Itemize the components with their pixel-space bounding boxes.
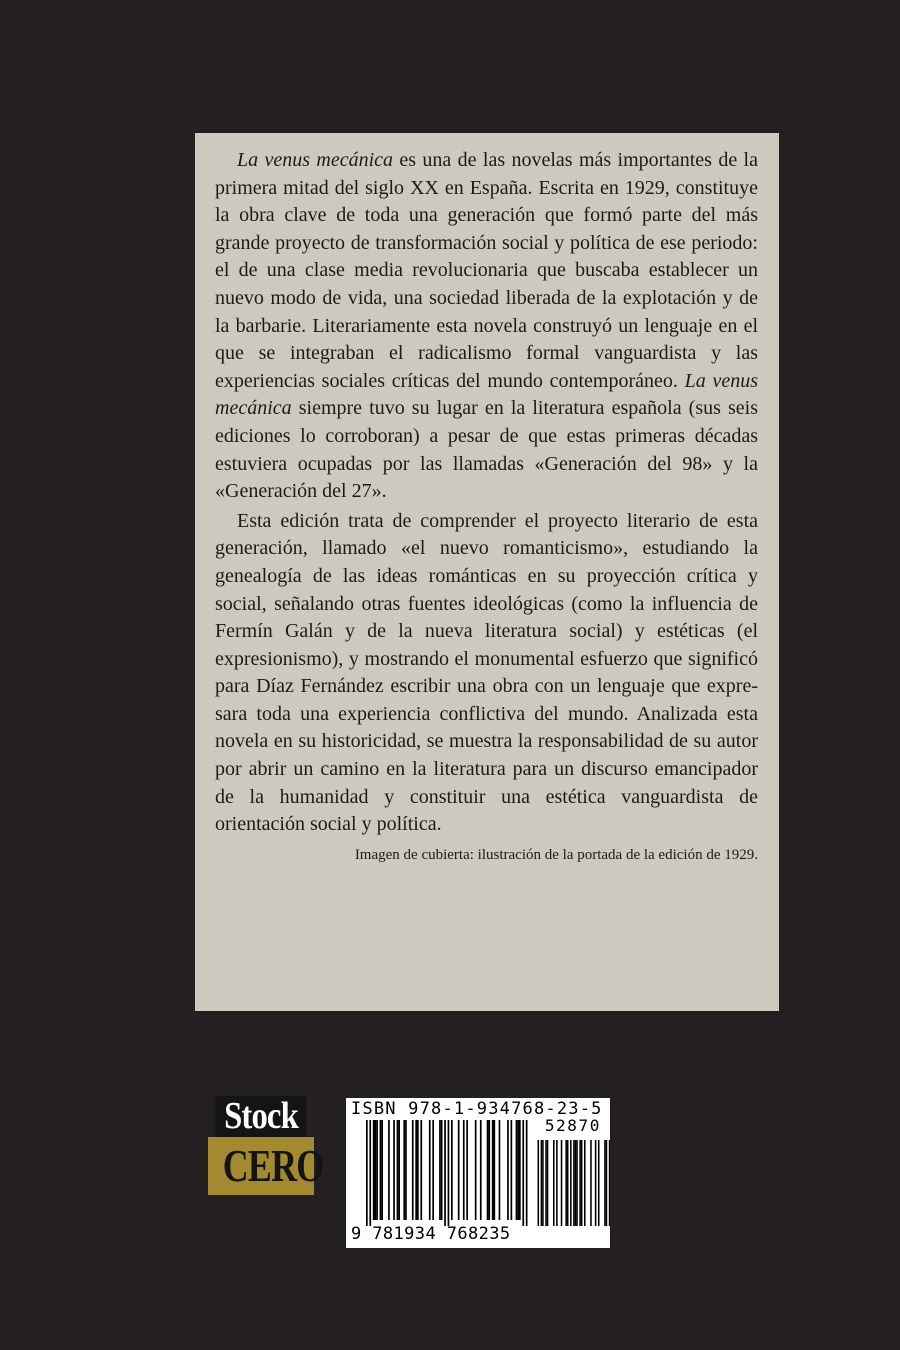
barcode-bar bbox=[388, 1120, 390, 1220]
barcode-supplement-bar bbox=[604, 1140, 606, 1226]
blurb-text: siempre tuvo su lugar en la literatura española (sus seis ediciones lo corroboran) a pesar de que estas primeras décadas estuviera ocupadas por las llamadas «Generación del 98» y la «Generación del 27». bbox=[215, 397, 758, 503]
barcode-bar bbox=[507, 1120, 509, 1220]
barcode-supplement-bar bbox=[561, 1140, 563, 1226]
book-title-italic: La venus mecánica bbox=[215, 369, 758, 420]
barcode-bar bbox=[499, 1120, 501, 1220]
barcode-bar bbox=[492, 1120, 494, 1220]
barcode-bar bbox=[494, 1120, 496, 1220]
barcode-bar bbox=[415, 1120, 417, 1220]
publisher-logo bbox=[208, 1095, 324, 1195]
barcode-supplement-bar bbox=[570, 1140, 572, 1226]
barcode-bar bbox=[439, 1120, 441, 1220]
barcode-supplement-bar bbox=[541, 1140, 543, 1226]
barcode-bar bbox=[420, 1120, 422, 1220]
logo-cero-block bbox=[208, 1137, 324, 1195]
barcode-bar bbox=[393, 1120, 395, 1220]
blurb-paragraph-2: Esta edición trata de comprender el proyecto literario de esta generación, llamado «el nuevo romanticismo», estudiando la genealogía de las ideas románticas en su proyección crítica y social, señalando otras fuentes ideológicas (como la influencia de Fermín Galán y de la nueva literatura social) y estéticas (el expresionismo), y mostrando el monumental esfuerzo que significó para Díaz Fernández escribir una obra con un lenguaje que expresara toda una experiencia conflictiva del mundo. Analizada esta novela en su historicidad, se muestra la responsabilidad de su autor por abrir un camino en la literatura para un discurso emancipador de la humanidad y constituir una estética vanguardista de orientación social y política. bbox=[215, 509, 758, 836]
barcode-bar bbox=[373, 1120, 375, 1220]
logo-stock-text: Stock bbox=[215, 1096, 306, 1137]
barcode-bar bbox=[380, 1120, 382, 1220]
barcode-supplement-bar bbox=[598, 1140, 600, 1226]
barcode-supplement-bar bbox=[595, 1140, 597, 1226]
barcode-bar bbox=[429, 1120, 431, 1220]
barcode-bar bbox=[458, 1120, 460, 1220]
isbn-barcode bbox=[346, 1098, 610, 1248]
barcode-bar bbox=[448, 1120, 450, 1226]
cover-image-credit: Imagen de cubierta: ilustración de la portada de la edición de 1929. bbox=[354, 846, 758, 863]
barcode-bar bbox=[403, 1120, 405, 1220]
barcode-supplement-bar bbox=[553, 1140, 555, 1226]
barcode-bar bbox=[444, 1120, 446, 1226]
barcode-bar bbox=[398, 1120, 400, 1220]
barcode-supplement-bar bbox=[573, 1140, 575, 1226]
barcode-supplement-bar bbox=[606, 1140, 608, 1226]
blurb-paragraph-1 bbox=[215, 147, 758, 506]
barcode-bar bbox=[397, 1120, 399, 1220]
book-title-italic: La venus mecánica bbox=[237, 149, 394, 171]
barcode-bar bbox=[381, 1120, 383, 1220]
barcode-supplement-bar bbox=[579, 1140, 581, 1226]
ean-digits: 9 781934 768235 bbox=[351, 1224, 511, 1244]
barcode-bar bbox=[463, 1120, 465, 1220]
barcode-bar bbox=[369, 1120, 371, 1226]
barcode-bar bbox=[405, 1120, 407, 1220]
barcode-supplement-bar bbox=[576, 1140, 578, 1226]
barcode-bar bbox=[432, 1120, 434, 1220]
barcode-bar bbox=[417, 1120, 419, 1220]
barcode-supplement-bar bbox=[590, 1140, 592, 1226]
barcode-supplement-bar bbox=[567, 1140, 569, 1226]
barcode-bar bbox=[475, 1120, 477, 1220]
barcode-bar bbox=[488, 1120, 490, 1220]
blurb-text: es una de las novelas más importantes de la primera mitad del siglo XX en España. Escrita en 1929, constituye la obra clave de toda una generación que formó parte del más grande proyecto de transformación social y política de ese periodo: el de una clase media revolucionaria que buscaba establecer un nuevo modo de vida, una sociedad liberada de la explotación y de la barbarie. Literariamente esta novela construyó un lenguaje en el que se integraban el radicalismo formal vanguardista y las experiencias sociales críticas del mundo contemporáneo. bbox=[215, 149, 758, 392]
barcode-bar bbox=[441, 1120, 443, 1220]
barcode-supplement-bar bbox=[581, 1140, 583, 1226]
barcode-bar bbox=[519, 1120, 521, 1220]
barcode-bar bbox=[511, 1120, 513, 1220]
barcode-supplement-bar bbox=[556, 1140, 558, 1226]
isbn-number: ISBN 978-1-934768-23-5 bbox=[351, 1099, 603, 1119]
barcode-supplement-bar bbox=[565, 1140, 567, 1226]
barcode-bar bbox=[466, 1120, 468, 1220]
barcode-supplement-bar bbox=[609, 1140, 610, 1226]
barcode-bar bbox=[376, 1120, 378, 1220]
barcode-supplement-bar bbox=[575, 1140, 577, 1226]
barcode-bar bbox=[366, 1120, 368, 1226]
blurb-panel bbox=[195, 133, 779, 1011]
barcode-bar bbox=[487, 1120, 489, 1220]
logo-cero-text: CERO bbox=[222, 1140, 324, 1191]
barcode-supplement-bar bbox=[545, 1140, 547, 1226]
barcode-supplement-bar bbox=[538, 1140, 540, 1226]
barcode-supplement-bar bbox=[584, 1140, 586, 1226]
barcode-bar bbox=[480, 1120, 482, 1220]
barcode-bar bbox=[451, 1120, 453, 1220]
barcode-bar bbox=[375, 1120, 377, 1220]
barcode-bar bbox=[412, 1120, 414, 1220]
barcode-bar bbox=[516, 1120, 518, 1220]
barcode-bar bbox=[526, 1120, 528, 1226]
price-code: 52870 bbox=[544, 1116, 601, 1135]
barcode-bar bbox=[522, 1120, 524, 1226]
barcode-bar bbox=[517, 1120, 519, 1220]
barcode-supplement-bar bbox=[547, 1140, 549, 1226]
barcode-supplement-bar bbox=[542, 1140, 544, 1226]
